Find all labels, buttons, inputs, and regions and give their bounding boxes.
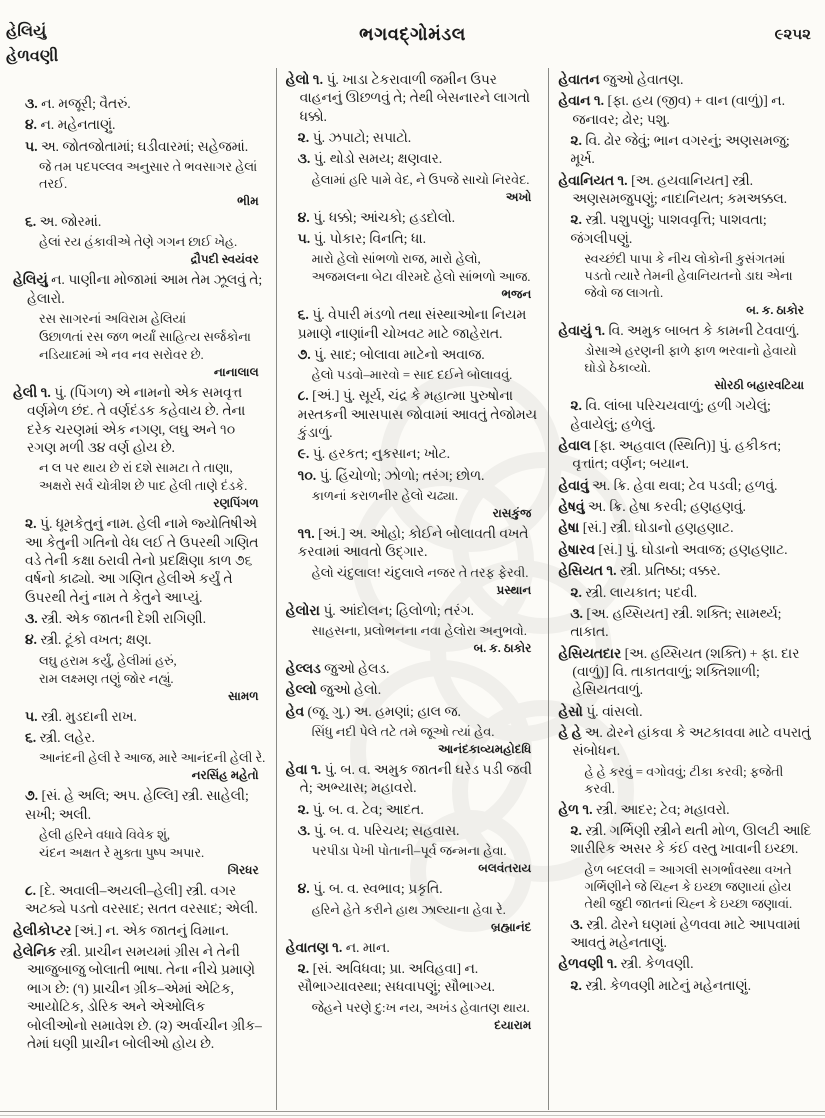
sense-line: ૫. સ્ત્રી. મુડદાની રાખ. xyxy=(25,708,137,724)
quote-line: કાળનાં કરાળનીર હેલો ચઢ્યા. xyxy=(311,489,459,504)
headword: ૪. xyxy=(297,209,310,225)
quote-line: રસ સાગરનાં અવિરામ હેલિયાં xyxy=(39,312,187,327)
dictionary-entry: હેસિયતદાર [અ. હય્સિયત (શક્તિ) + ફા. દાર (વાળું)] વિ. તાકાતવાળું; શક્તિશાળી; હેસિયતવાળું. xyxy=(558,645,800,698)
headword: ૨. xyxy=(570,977,582,993)
headword: ૮. xyxy=(297,388,309,404)
headword: ૮. xyxy=(25,883,37,899)
dictionary-entry: હેલ્લો જુઓ હેલો. xyxy=(285,682,382,698)
bottom-border-rule xyxy=(0,1111,825,1116)
headword: હેવાન ૧. xyxy=(558,93,605,109)
headword: હેળ ૧. xyxy=(558,801,593,817)
sense-line: ૬. અ. જોરમાં. xyxy=(25,214,102,230)
headword: હેલ્લડ xyxy=(285,661,321,677)
sense-line: ૪. પું. ધક્કો; આંચકો; હડદોલો. xyxy=(297,209,456,225)
headword: ૧૦. xyxy=(297,467,317,483)
headword: ૩. xyxy=(25,96,38,111)
quote-line: મારો હેલો સાંભળો રાજ, મારો હેલો, xyxy=(311,252,481,267)
headword: હેલેનિક xyxy=(13,944,57,960)
dictionary-entry: હેળ ૧. સ્ત્રી. આદર; ટેવ; મહાવરો. xyxy=(558,801,730,817)
headword: ૨. xyxy=(570,212,582,228)
sense-line: ૨. [સં. અવિધવા; પ્રા. અવિહવા] ન. સૌભાગ્યાવસ્થા; સધવાપણું; સૌભાગ્ય. xyxy=(297,961,495,995)
attribution: બ. ક. ઠાકોર xyxy=(473,641,532,656)
quote-line: સાહસના, પ્રલોભનના નવા હેલોરા અનુભવો. xyxy=(311,624,527,639)
quote-line: હે હે કરવું = વગોવવું; ટીકા કરવી; ફજેતી કરવી. xyxy=(584,764,784,796)
headword: ૫. xyxy=(25,138,38,154)
dictionary-entry: હેલો ૧. પું. ખાડા ટેકરાવાળી જમીન ઉપર વાહનનું ઊછળવું તે; તેથી બેસનારને લાગતો ધક્કો. xyxy=(285,72,531,124)
headword: ૪. xyxy=(297,881,310,897)
headword: હેષારવ xyxy=(558,541,595,557)
dictionary-entry: હેલોરા પું. આંદોલન; હિલોળો; તરંગ. xyxy=(285,602,474,618)
attribution: રાસકુંજ xyxy=(492,506,532,521)
headword: ૬. xyxy=(25,730,37,746)
dictionary-entry: હેલ્લડ જુઓ હેલડ. xyxy=(285,661,390,677)
dictionary-column xyxy=(548,68,821,1110)
headword: હેલી ૧. xyxy=(13,385,51,401)
sense-line: ૨. વિ. ઢોર જેવું; ભાન વગરનું; અણસમજુ; મૂર્ખ. xyxy=(570,133,790,167)
sense-line: ૪. સ્ત્રી. ટૂંકો વખત; ક્ષણ. xyxy=(25,632,152,648)
headword: હેવાતણ ૧. xyxy=(285,939,343,955)
headword: હેલોરા xyxy=(285,602,320,618)
sense-line: ૫. પું. પોકાર; વિનતિ; ધા. xyxy=(297,231,427,247)
sense-line: ૨. પું. બ. વ. ટેવ; આદત. xyxy=(297,801,424,817)
attribution: નરસિંહ મહેતો xyxy=(191,768,259,783)
headword: ૩. xyxy=(297,823,311,839)
headword: હેલો ૧. xyxy=(285,72,324,87)
attribution: બ. ક. ઠાકોર xyxy=(746,303,805,318)
headword: ૩. xyxy=(297,151,311,167)
dictionary-entry: હેલીકોપ્ટર [અં.] ન. એક જાતનું વિમાન. xyxy=(13,922,229,938)
headword: ૪. xyxy=(25,632,38,648)
sense-line: ૩. પું. બ. વ. પરિચય; સહવાસ. xyxy=(297,823,460,839)
headword: ૨. xyxy=(570,133,582,149)
sense-line: ૪. પું. બ. વ. સ્વભાવ; પ્રકૃતિ. xyxy=(297,881,443,897)
sense-line: ૨. સ્ત્રી. લાયકાત; પદવી. xyxy=(570,584,698,600)
headword: ૨. xyxy=(25,516,37,532)
sense-line: ૮. [દે. અવાલી–અયલી–હેલી] સ્ત્રી. વગર અટક્યે પડતો વરસાદ; સતત વરસાદ; એલી. xyxy=(25,883,258,917)
dictionary-entry: હેવ (જૂ. ગુ.) અ. હમણાં; હાલ જ. xyxy=(285,703,461,719)
quote-line: ઉછાળતાં રસ જળ ભર્યાં સાહિત્ય સર્જકોના xyxy=(39,330,251,345)
attribution: આનંદકાવ્યમહોદધિ xyxy=(437,742,532,757)
book-title: ભગવદ્ગોમંડલ xyxy=(359,24,466,44)
headword: હેલ્લો xyxy=(285,682,317,698)
quote-line: હેલામાં હરિ પામે વેદ, ને ઉપજે સાચો નિરવેદ. xyxy=(311,172,530,187)
sense-line: ૭. પું. સાદ; બોલાવા માટેનો અવાજ. xyxy=(297,347,485,363)
sense-line: ૨. વિ. લાંબા પરિચયવાળું; હળી ગયેલું; હેવાયેલું; હળેલું. xyxy=(570,398,771,432)
headword: હેષવું xyxy=(558,499,585,515)
headword: હેસો xyxy=(558,703,583,719)
headword: ૩. xyxy=(570,605,583,621)
sense-line: ૧૧. [અં.] અ. ઓહો; કોઈને બોલાવતી વખતે કરવામાં આવતો ઉદ્ગાર. xyxy=(297,526,529,560)
quote-line: ન લ પર થાય છે રાં દશે સામટા તે તાણા, xyxy=(39,461,233,476)
quote-line: જે તમ પદપલ્લવ અનુસાર તે ભવસાગર હેલાં તરઈ. xyxy=(39,160,258,192)
dictionary-entry: હેવાવું અ. ક્રિ. હેવા થવા; ટેવ પડવી; હળવું. xyxy=(558,477,778,493)
dictionary-entry: હેસિયત ૧. સ્ત્રી. પ્રતિષ્ઠા; વક્કર. xyxy=(558,563,721,579)
headword: ૨. xyxy=(570,398,582,414)
quote-line: પરપીડા પેખી પોતાની–પૂર્વ જન્મના હેવા. xyxy=(311,844,507,859)
sense-line: ૬. પું. વેપારી મંડળો તથા સંસ્થાઓના નિયમ પ્રમાણે નાણાંની ચોખવટ માટે જાહેરાત. xyxy=(297,307,527,341)
sense-line: ૪. ન. મહેનતાણું. xyxy=(25,117,116,133)
dictionary-entry: હેવાનિયત ૧. [અ. હયવાનિયત] સ્ત્રી. અણસમજુપણું; નાદાનિયત; કમઅક્કલ. xyxy=(558,172,788,207)
attribution: દયારામ xyxy=(494,1017,532,1032)
dictionary-entry: હેષા [સં.] સ્ત્રી. ઘોડાનો હણહણાટ. xyxy=(558,520,734,536)
headword: હેવાનિયત ૧. xyxy=(558,172,628,188)
headword: ૭. xyxy=(25,788,39,804)
quote-line: સિંધુ નદી પેલે તટે તમે જૂઓ ત્યાં હેવ. xyxy=(311,725,495,740)
headword: ૬. xyxy=(297,307,309,323)
dictionary-entry: હેલી ૧. પું. (પિંગળ) એ નામનો એક સમવૃત્ત વર્ણમેળ છંદ. તે વર્ણદંડક કહેવાય છે. તેના દરેક ચરણમાં એક નગણ, લઘુ અને ૧૦ રગણ મળી ૩૪ વર્ણ હોય છે. xyxy=(13,385,246,456)
sense-line: ૩. [અ. હય્સિયત] સ્ત્રી. શક્તિ; સામર્થ્ય; તાકાત. xyxy=(570,605,782,640)
dictionary-entry: હેવાન ૧. [ફા. હય (જીવ) + વાન (વાળું)] ન. જનાવર; ઢોર; પશુ. xyxy=(558,93,786,127)
sense-line: ૩. સ્ત્રી. એક જાતની દેશી રાગિણી. xyxy=(25,611,207,627)
attribution: દ્રૌપદી સ્વયંવર xyxy=(190,252,259,267)
dictionary-column xyxy=(276,68,549,1110)
headword: હેવા ૧. xyxy=(285,762,322,778)
headword: હેષા xyxy=(558,520,580,536)
page-header xyxy=(0,18,825,70)
headword: ૫. xyxy=(25,708,38,724)
attribution: ગિરધર xyxy=(227,863,259,878)
attribution: રણપિંગળ xyxy=(213,496,259,511)
attribution: સોરઠી બહારવટિયા xyxy=(714,378,805,393)
headword: હેવાલ xyxy=(558,438,591,454)
dictionary-entry: હેષવું અ. ક્રિ. હેષા કરવી; હણહણવું. xyxy=(558,499,746,515)
dictionary-entry: હેષારવ [સં.] પું. ઘોડાનો અવાજ; હણહણાટ. xyxy=(558,541,788,557)
sense-line: ૨. સ્ત્રી. પશુપણું; પાશવવૃત્તિ; પાશવતા; જંગલીપણું. xyxy=(570,212,767,246)
headword: ૨. xyxy=(297,130,310,146)
quote-line: હરિને હેતે કરીને હાથ ઝાલ્યાના હેવા રે. xyxy=(311,902,506,917)
headword: ૭. xyxy=(297,347,311,363)
quote-line: આનંદની હેલી રે આજ, મારે આનંદની હેલી રે. xyxy=(39,751,266,766)
dictionary-entry: હે હે અ. ઢોરને હાંકવા કે અટકાવવા માટે વપરાતું સંબોધન. xyxy=(558,724,811,759)
attribution: ભજન xyxy=(501,287,532,302)
sense-line: ૨. સ્ત્રી. કેળવણી માટેનું મહેનતાણું. xyxy=(570,977,752,993)
sense-line: ૮. [અં.] પું. સૂર્ય, ચંદ્ર કે મહાત્મા પુરુષોના મસ્તકની આસપાસ જોવામાં આવતું તેજોમય કુંડાળું. xyxy=(297,388,537,441)
dictionary-entry: હેવાતણ ૧. ન. માન. xyxy=(285,939,390,955)
dictionary-entry: હેવાતન જુઓ હેવાતણ. xyxy=(558,72,684,87)
sense-line: ૩. પું. થોડો સમય; ક્ષણવાર. xyxy=(297,151,443,167)
sense-line: ૯. પું. હરકત; નુકસાન; ખોટ. xyxy=(297,446,451,462)
headword: હે હે xyxy=(558,724,582,740)
dictionary-entry: હેલેનિક સ્ત્રી. પ્રાચીન સમયમાં ગ્રીસ ને તેની આજુબાજુ બોલાતી ભાષા. તેના નીચે પ્રમાણે ભાગ છે: (૧) પ્રાચીન ગ્રીક–એમાં એટિક, આયોટિક, ડોરિક અને એઓલિક બોલીઓનો સમાવેશ છે. (૨) અર્વાચીન ગ્રીક–તેમાં ઘણી પ્રાચીન બોલીઓ હોય છે. xyxy=(13,944,262,1051)
column-container xyxy=(4,68,821,1110)
dictionary-entry: હેલિયું ન. પાણીના મોજામાં આમ તેમ ઝૂલવું તે; હેલારો. xyxy=(13,272,263,306)
dictionary-entry: હેળવણી ૧. સ્ત્રી. કેળવણી. xyxy=(558,956,694,972)
quote-line: ડોસાએ હરણની ફાળે ફાળ ભરવાનો હેવાયો ઘોડો ઠેકાવ્યો. xyxy=(584,344,797,376)
running-head-word-2: હેળવણી xyxy=(6,47,59,65)
headword: હેવાયું ૧. xyxy=(558,323,606,339)
attribution: બલવંતરાય xyxy=(478,861,532,876)
headword: ૯. xyxy=(297,446,310,462)
headword: હેસિયતદાર xyxy=(558,645,622,661)
headword: ૪. xyxy=(25,117,38,133)
sense-line: ૭. [સં. હે અલિ; અપ. હેલ્લિ] સ્ત્રી. સાહેલી; સખી; અલી. xyxy=(25,788,249,822)
sense-line: ૬. સ્ત્રી. લહેર. xyxy=(25,730,95,746)
headword: ૬. xyxy=(25,214,37,230)
attribution: નાનાલાલ xyxy=(213,365,259,380)
headword: હેવાતન xyxy=(558,72,600,87)
headword: હેવાવું xyxy=(558,477,589,493)
attribution: સામળ xyxy=(228,688,259,703)
running-head-word-1: હેલિયું xyxy=(6,23,47,40)
quote-line: રામ લક્ષ્મણ તણું જોર નહ્યું. xyxy=(39,671,174,686)
quote-line: અક્ષરો સર્વ ચોત્રીશ છે પાદ હેલી તાણે દંડકે. xyxy=(39,479,248,494)
attribution: ભીમ xyxy=(237,194,259,209)
quote-line: હેલી હરિને વધાવે વિવેક શું, xyxy=(39,828,171,843)
quote-line: ચંદન અક્ષત રે મુક્તા પુષ્પ અપાર. xyxy=(39,846,205,861)
headword: ૩. xyxy=(570,916,583,932)
dictionary-column xyxy=(4,68,276,1110)
headword: ૨. xyxy=(570,822,582,838)
headword: ૨. xyxy=(297,961,310,977)
quote-line: જેહને પરણે દુ:ખ નય, અખંડ હેવાતણ થાય. xyxy=(311,1000,530,1015)
sense-line: ૨. સ્ત્રી. ગર્ભિણી સ્ત્રીને થતી મોળ, ઊલટી આદિ શારીરિક અસર કે કંઈ વસ્તુ ખાવાની ઇચ્છા. xyxy=(570,822,812,857)
dictionary-entry: હેવા ૧. પું. બ. વ. અમુક જાતની ઘરેડ પડી જવી તે; અભ્યાસ; મહાવરો. xyxy=(285,762,532,796)
quote-line: હેલાં રય હંકાવીએ તેણે ગગન છાઈ ખેહ. xyxy=(39,235,238,250)
sense-line: ૧૦. પું. હિંચોળો; ઝોળો; તરંગ; છોળ. xyxy=(297,467,485,483)
headword: હેવ xyxy=(285,703,305,719)
attribution: બ્રહ્માનંદ xyxy=(490,919,532,934)
quote-line: હેલો ચંદુલાલ! ચંદુલાલે નજર તે તરફ ફેરવી. xyxy=(311,565,529,580)
headword: ૨. xyxy=(570,584,582,600)
quote-line: હેળ બદલવી = આગલી સગર્ભાવસ્થા વખતે ગર્ભિણીને જે ચિહ્ન કે ઇચ્છા જણાયાં હોય તેથી જુદી જાતનાં ચિહ્ન કે ઇચ્છા જણાવાં. xyxy=(584,862,793,911)
headword: હેસિયત ૧. xyxy=(558,563,617,579)
sense-line: ૫. અ. જોતજોતામાં; ઘડીવારમાં; સહેજમાં. xyxy=(25,138,249,154)
quote-line: હેલો પડવો–મારવો = સાદ દઈને બોલાવવું. xyxy=(311,368,513,383)
page-number: ૯૨૫૨ xyxy=(774,27,811,43)
headword: હેળવણી ૧. xyxy=(558,956,618,972)
headword: ૫. xyxy=(297,231,311,247)
headword: હેલીકોપ્ટર xyxy=(13,922,72,938)
dictionary-entry: હેસો પું. વાંસલો. xyxy=(558,703,643,719)
dictionary-entry: હેવાયું ૧. વિ. અમુક બાબત કે કામની ટેવવાળું. xyxy=(558,323,800,339)
sense-line: ૨. પું. ધૂમકેતુનું નામ. હેલી નામે જ્યોતિષીએ આ કેતુની ગતિનો વેધ લઈ તે ઉપરથી ગણિત વડે તેની કક્ષા ઠરાવી તેનો પ્રદક્ષિણા કાળ ૭૬ વર્ષનો કાઢ્યો. આ ગણિત હેલીએ કર્યું તે ઉપરથી તેનું નામ તે કેતુને આપ્યું. xyxy=(25,516,259,605)
attribution: પ્રસ્થાન xyxy=(496,582,532,597)
headword: ૧૧. xyxy=(297,526,315,542)
dictionary-entry: હેવાલ [ફા. અહવાલ (સ્થિતિ)] પું. હકીકત; વૃત્તાંત; વર્ણન; બયાન. xyxy=(558,438,782,472)
quote-line: લઘુ હરામ કર્યું, હેલીમાં હરું, xyxy=(39,653,177,668)
headword: ૨. xyxy=(297,801,310,817)
sense-line: ૩. સ્ત્રી. ઢોરને ઘણમાં હેળવવા માટે આપવામાં આવતું મહેનતાણું. xyxy=(570,916,801,951)
quote-line: નડિયાદમાં એ નવ નવ સરોવર છે. xyxy=(39,348,204,363)
quote-line: અજમલના બેટા વીરમદે હેલો સાંભળો આજ. xyxy=(311,270,531,285)
sense-line: ૨. પું. ઝપાટો; સપાટો. xyxy=(297,130,412,146)
attribution: અખો xyxy=(505,189,532,204)
sense-line: ૩. ન. મજૂરી; વૈતરું. xyxy=(25,96,131,111)
headword: હેલિયું xyxy=(13,272,48,288)
headword: ૩. xyxy=(25,611,38,627)
quote-line: સ્વચ્છંદી પાપા કે નીચ લોકોની કુસંગતમાં પડતો ત્યારે તેમની હેવાનિયતનો ડાઘ એના જેવો જ લાગતો. xyxy=(584,252,793,301)
